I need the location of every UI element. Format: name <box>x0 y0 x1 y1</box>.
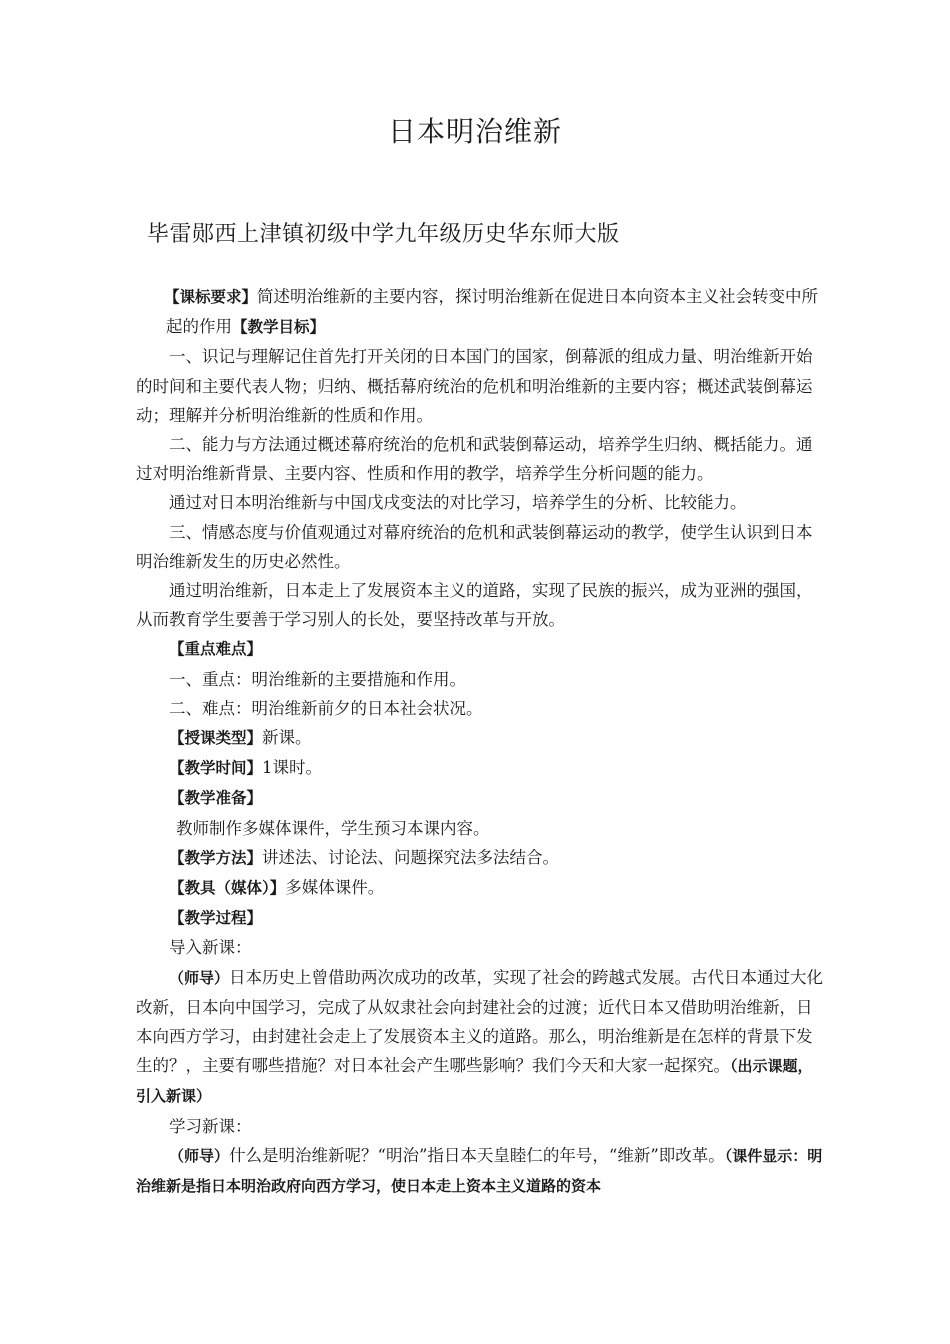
paragraph: 通过明治维新，日本走上了发展资本主义的道路，实现了民族的振兴，成为亚洲的强国，从而教育学生要善于学习别人的长处，要坚持改革与开放。 <box>136 581 813 630</box>
speaker-tag: （师导） <box>169 1146 230 1165</box>
paragraph: 一、识记与理解记住首先打开关闭的日本国门的国家，倒幕派的组成力量、明治维新开始的时间和主要代表人物；归纳、概括幕府统治的危机和明治维新的主要内容；概述武装倒幕运动；理解并分析明治维新的性质和作用。 <box>136 347 813 425</box>
teaching-tools <box>136 873 826 903</box>
paragraph-text: 简述明治维新的主要内容，探讨明治维新在促进日本向资本主义社会转变中所起的作用 <box>166 287 819 337</box>
section-tag: 【重点难点】 <box>169 640 263 659</box>
paragraph: 三、情感态度与价值观通过对幕府统治的危机和武装倒幕运动的教学，使学生认识到日本明治维新发生的历史必然性。 <box>136 522 813 571</box>
intro-paragraph <box>136 963 826 1112</box>
section-heading <box>136 783 826 813</box>
section-tag: 【授课类型】 <box>169 729 263 748</box>
lesson-time <box>136 753 826 783</box>
teaching-method <box>136 843 826 873</box>
paragraph: 教师制作多媒体课件，学生预习本课内容。 <box>176 818 490 838</box>
paragraph: 学习新课： <box>169 1116 252 1136</box>
stage-note: （课件显示：明治维新是指日本明治政府向西方学习，使日本走上资本主义道路的资本 <box>136 1146 823 1196</box>
section-tag: 【课标要求】 <box>164 288 258 306</box>
learn-paragraph <box>136 1141 826 1201</box>
section-tag: 【教学准备】 <box>169 789 263 808</box>
paragraph: 一、重点：明治维新的主要措施和作用。 <box>169 669 466 689</box>
paragraph-text: 讲述法、讨论法、问题探究法多法结合。 <box>262 847 560 867</box>
section-tag: 【教学时间】 <box>169 759 263 778</box>
paragraph-text: 多媒体课件。 <box>285 878 385 898</box>
paragraph: 二、能力与方法通过概述幕府统治的危机和武装倒幕运动，培养学生归纳、概括能力。通过对明治维新背景、主要内容、性质和作用的教学，培养学生分析问题的能力。 <box>136 435 813 484</box>
section-tag: 【教学方法】 <box>169 848 263 867</box>
document-title: 日本明治维新 <box>387 115 562 148</box>
section-tag: 【教学过程】 <box>169 909 263 928</box>
lesson-type <box>136 723 826 753</box>
section-tag: 【教具（媒体）】 <box>169 879 286 898</box>
section-heading <box>136 634 826 664</box>
paragraph: 二、难点：明治维新前夕的日本社会状况。 <box>169 698 483 718</box>
section-heading <box>136 903 826 933</box>
section-tag: 【教学目标】 <box>232 318 326 337</box>
speaker-tag: （师导） <box>169 968 230 987</box>
paragraph: 导入新课： <box>169 938 252 958</box>
document-subtitle: 毕雷郧西上津镇初级中学九年级历史华东师大版 <box>147 222 620 247</box>
paragraph: 通过对日本明治维新与中国戊戌变法的对比学习，培养学生的分析、比较能力。 <box>169 493 747 513</box>
paragraph-text: 新课。 <box>262 728 312 748</box>
paragraph-text: 日本历史上曾借助两次成功的改革，实现了社会的跨越式发展。古代日本通过大化改新，日本向中国学习，完成了从奴隶社会向封建社会的过渡；近代日本又借助明治维新，日本向西方学习，由封建社会走上了发展资本主义的道路。那么，明治维新是在怎样的背景下发生的？，主要有哪些措施？对日本社会产生哪些影响？我们今天和大家一起探究。 <box>136 967 824 1076</box>
document-body <box>136 282 826 1201</box>
curriculum-requirement <box>136 282 826 342</box>
paragraph-text: 1课时。 <box>262 758 323 778</box>
stage-note: （出示课题，引入新课） <box>136 1057 813 1106</box>
paragraph-text: 什么是明治维新呢？“明治”指日本天皇睦仁的年号，“维新”即改革。 <box>229 1145 725 1165</box>
